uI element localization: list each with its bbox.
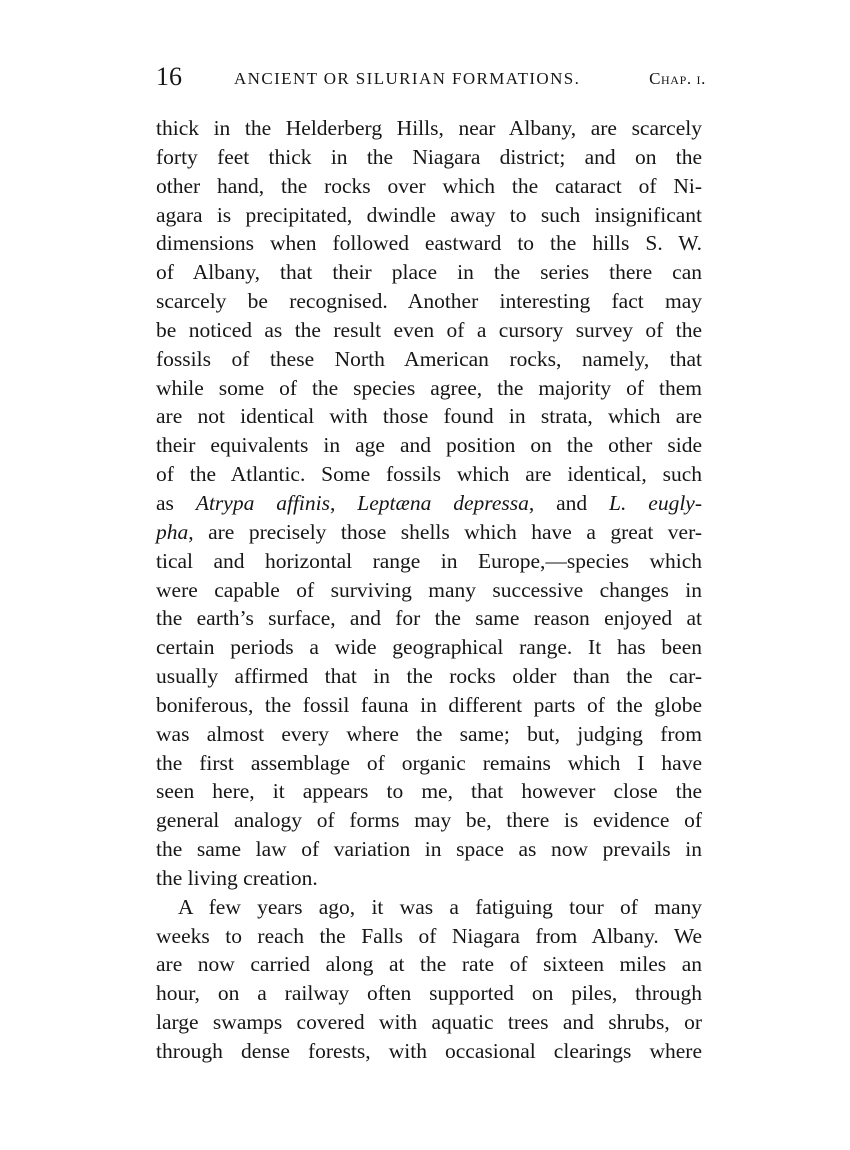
text-line: scarcely be recognised. Another interesting fact may: [156, 289, 702, 314]
text-line: boniferous, the fossil fauna in different parts of the globe: [156, 692, 702, 717]
text-line: forty feet thick in the Niagara district; and on the: [156, 144, 702, 169]
text-line: seen here, it appears to me, that however close the: [156, 779, 702, 804]
species-name-italic: Atrypa affinis: [195, 490, 330, 515]
text-run: as: [156, 490, 196, 515]
book-page: [156, 62, 706, 1066]
running-title: ANCIENT OR SILURIAN FORMATIONS.: [234, 69, 581, 88]
text-line: A few years ago, it was a fatiguing tour of many: [178, 894, 702, 919]
text-line: dimensions when followed eastward to the hills S. W.: [156, 231, 702, 256]
text-line: the same law of variation in space as now prevails in: [156, 837, 702, 862]
text-line: general analogy of forms may be, there is evidence of: [156, 808, 702, 833]
text-line: be noticed as the result even of a cursory survey of the: [156, 317, 702, 342]
text-line: was almost every where the same; but, judging from: [156, 721, 702, 746]
text-line: while some of the species agree, the majority of them: [156, 375, 702, 400]
species-name-italic: Leptæna depressa: [357, 490, 529, 515]
page-number: 16: [156, 62, 182, 91]
text-line: their equivalents in age and position on the other side: [156, 433, 702, 458]
text-line-with-italics: [156, 489, 702, 518]
text-line: of the Atlantic. Some fossils which are identical, such: [156, 462, 702, 487]
text-line: through dense forests, with occasional clearings where: [156, 1039, 702, 1063]
species-name-italic: L. eugly-: [609, 490, 702, 515]
text-line: the first assemblage of organic remains which I have: [156, 750, 702, 775]
body-text: [156, 114, 702, 1066]
text-run: , and: [528, 490, 610, 515]
text-line: the earth’s surface, and for the same reason enjoyed at: [156, 606, 702, 631]
text-line: usually affirmed that in the rocks older than the car-: [156, 664, 702, 689]
text-run: ,: [329, 490, 358, 515]
text-line: thick in the Helderberg Hills, near Albany, are scarcely: [156, 116, 702, 140]
paragraph-2: [156, 893, 702, 1066]
text-line: were capable of surviving many successive changes in: [156, 577, 702, 602]
text-line-with-italics: [156, 518, 702, 547]
running-head: [156, 62, 706, 92]
paragraph-1: [156, 114, 702, 893]
text-line: of Albany, that their place in the series there can: [156, 260, 702, 285]
text-line: certain periods a wide geographical range. It has been: [156, 635, 702, 660]
text-line: tical and horizontal range in Europe,—species which: [156, 548, 702, 573]
text-line: fossils of these North American rocks, namely, that: [156, 346, 702, 371]
species-name-italic: pha: [156, 519, 189, 544]
text-line: weeks to reach the Falls of Niagara from Albany. We: [156, 923, 702, 948]
text-line: the living creation.: [156, 865, 318, 890]
text-line: are now carried along at the rate of sixteen miles an: [156, 952, 702, 977]
text-line: are not identical with those found in strata, which are: [156, 404, 702, 429]
text-line: large swamps covered with aquatic trees and shrubs, or: [156, 1010, 702, 1035]
text-line: other hand, the rocks over which the cataract of Ni-: [156, 173, 702, 198]
text-line: hour, on a railway often supported on piles, through: [156, 981, 702, 1006]
text-run: , are precisely those shells which have a great ver-: [188, 519, 702, 544]
text-line: agara is precipitated, dwindle away to such insignificant: [156, 202, 702, 227]
chapter-reference: Chap. i.: [649, 69, 706, 88]
